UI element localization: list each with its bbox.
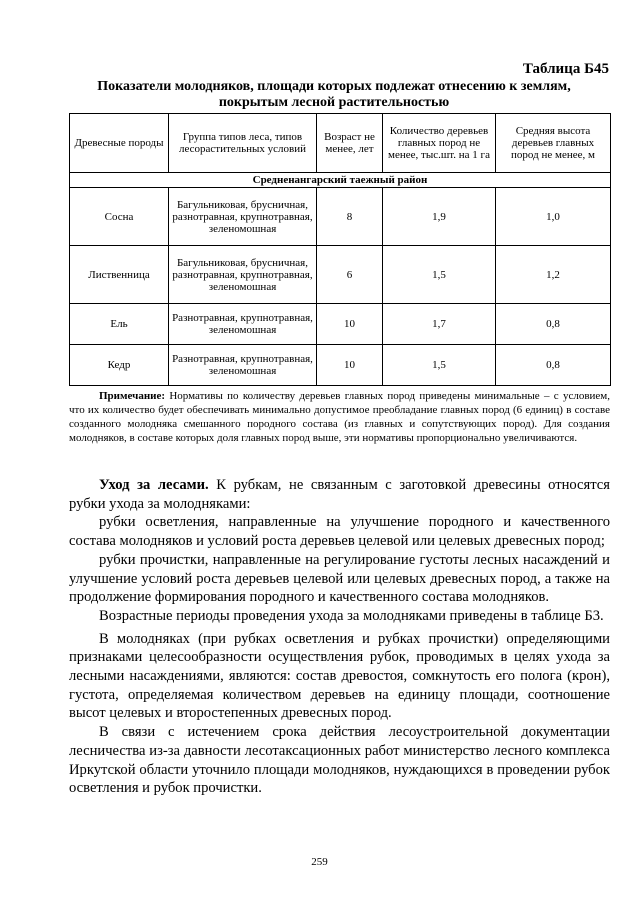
table-cell: 1,7 (383, 304, 496, 345)
table-cell: Багульниковая, брусничная, разнотравная, крупнотравная, зеленомошная (169, 246, 317, 304)
paragraph: В связи с истечением срока действия лесоустроительной документации лесничества из-за давности лесотаксационных работ министерство лесного комплекса Иркутской области уточнило площади молодняков, нуждающихся в проведении рубок осветления и рубок прочистки. (69, 724, 610, 797)
table-cell: Сосна (70, 188, 169, 246)
table-cell: 10 (317, 345, 383, 386)
table-row (70, 304, 611, 345)
table-cell: 0,8 (496, 304, 611, 345)
table-cell: 6 (317, 246, 383, 304)
table-header-row (70, 114, 611, 173)
table-cell: Разнотравная, крупнотравная, зеленомошная (169, 304, 317, 345)
table-title-line-2: покрытым лесной растительностью (218, 95, 450, 110)
table-label: Таблица Б45 (522, 61, 609, 77)
paragraph: В молодняках (при рубках осветления и рубках прочистки) определяющими признаками целесообразности осуществления рубок, проводимых в целях ухода за лесными насаждениями, являются: состав древостоя, сомкнутость его полога (крон), густота, определяемая количеством деревьев на единицу площади, соотношение высот целевых и второстепенных древесных пород. (69, 630, 610, 722)
table-note (69, 389, 610, 445)
table-title (60, 79, 608, 111)
note-text: Нормативы по количеству деревьев главных пород приведены минимальные – с условием, что их количество будет обеспечивать минимально допустимое преобладание главных пород (6 единиц) в составе созданного молодняка смешанного породного состава (из главных и сопутствующих пород). Для создания молодняков, в составе которых доля главных пород выше, эти нормативы пропорционально увеличиваются. (69, 390, 610, 444)
table-row (70, 188, 611, 246)
page-number: 259 (311, 856, 328, 868)
column-header: Средняя высота деревьев главных пород не менее, м (496, 114, 611, 173)
table-cell: Кедр (70, 345, 169, 386)
column-header: Древесные породы (70, 114, 169, 173)
paragraph: Возрастные периоды проведения ухода за молодняками приведены в таблице Б3. (99, 607, 604, 624)
table-cell: Багульниковая, брусничная, разнотравная, крупнотравная, зеленомошная (169, 188, 317, 246)
table-cell: 1,0 (496, 188, 611, 246)
table-row (70, 246, 611, 304)
seedlings-table (69, 113, 611, 386)
table-title-line-1: Показатели молодняков, площади которых подлежат отнесению к землям, (97, 79, 571, 94)
table-cell: 1,5 (383, 345, 496, 386)
column-header: Количество деревьев главных пород не менее, тыс.шт. на 1 га (383, 114, 496, 173)
section-heading: Уход за лесами. (99, 477, 209, 493)
column-header: Группа типов леса, типов лесорастительных условий (169, 114, 317, 173)
table-cell: Разнотравная, крупнотравная, зеленомошная (169, 345, 317, 386)
paragraph: рубки прочистки, направленные на регулирование густоты лесных насаждений и улучшение условий роста деревьев целевой или целевых древесных пород, а также на продолжение формирования породного и качественного состава молодняков. (69, 551, 610, 606)
table-cell: 1,2 (496, 246, 611, 304)
paragraph-text: К рубкам, не связанным с заготовкой древесины относятся рубки ухода за молодняками: (69, 477, 610, 512)
paragraph: рубки осветления, направленные на улучшение породного и качественного состава молодняков и условий роста деревьев целевой или целевых древесных пород; (69, 514, 610, 550)
column-header: Возраст не менее, лет (317, 114, 383, 173)
table-row (70, 345, 611, 386)
note-label: Примечание: (99, 390, 166, 402)
table-cell: Ель (70, 304, 169, 345)
paragraph (69, 476, 610, 513)
body-text (69, 476, 610, 798)
table-cell: 1,9 (383, 188, 496, 246)
table-cell: 10 (317, 304, 383, 345)
region-label: Средненангарский таежный район (70, 173, 611, 188)
table-cell: 8 (317, 188, 383, 246)
table-cell: 0,8 (496, 345, 611, 386)
table-cell: Лиственница (70, 246, 169, 304)
region-row (70, 173, 611, 188)
table-cell: 1,5 (383, 246, 496, 304)
